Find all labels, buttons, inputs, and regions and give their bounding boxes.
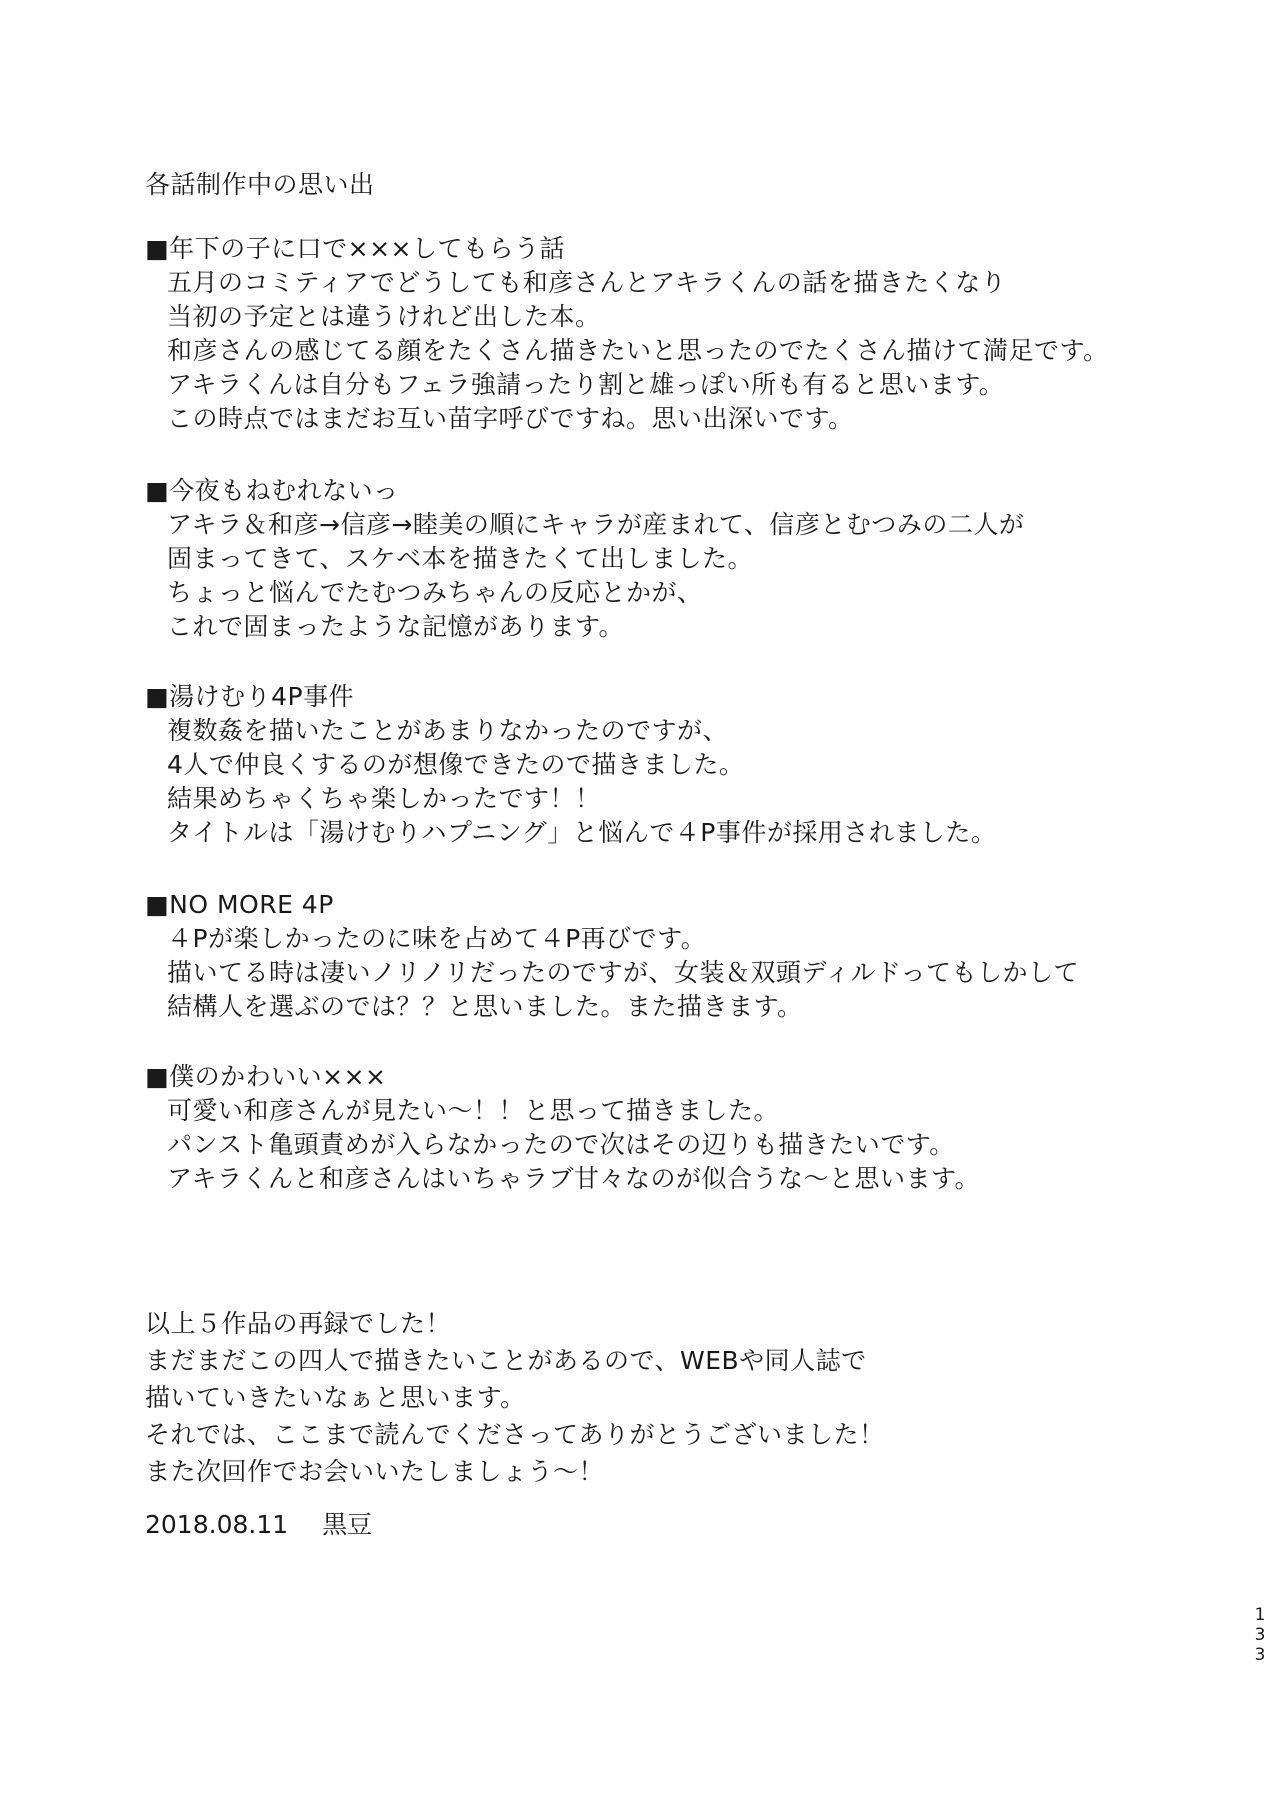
section-line: アキラくんと和彦さんはいちゃラブ甘々なのが似合うな〜と思います。 (167, 1164, 981, 1193)
section-line: 結果めちゃくちゃ楽しかったです！！ (167, 784, 601, 813)
section-line: ちょっと悩んでたむつみちゃんの反応とかが、 (167, 578, 703, 607)
section-title: ■僕のかわいい××× (145, 1062, 387, 1091)
section-line: 固まってきて、スケベ本を描きたくて出しました。 (167, 544, 754, 573)
closing-line: 以上５作品の再録でした！ (145, 1309, 452, 1338)
signature (145, 1510, 372, 1540)
section-line: パンスト亀頭責めが入らなかったので次はその辺りも描きたいです。 (167, 1130, 955, 1159)
section-title: ■NO MORE 4P (145, 890, 334, 919)
section-line: 結構人を選ぶのでは？？と思いました。また描きます。 (167, 992, 803, 1021)
closing-line: まだまだこの四人で描きたいことがあるので、WEBや同人誌で (145, 1346, 867, 1375)
closing-message (145, 1305, 885, 1490)
closing-line: また次回作でお会いいたしましょう〜！ (145, 1457, 605, 1486)
page-number: 133 (1250, 1605, 1270, 1665)
section-3 (145, 680, 996, 850)
section-1 (145, 232, 1109, 436)
section-2 (145, 474, 1024, 644)
section-line: アキラくんは自分もフェラ強請ったり割と雄っぽい所も有ると思います。 (167, 370, 1005, 399)
section-line: タイトルは「湯けむりハプニング」と悩んで４P事件が採用されました。 (167, 818, 997, 847)
section-title: ■年下の子に口で×××してもらう話 (145, 234, 565, 263)
section-line: 可愛い和彦さんが見たい〜！！と思って描きました。 (167, 1096, 780, 1125)
page-heading: 各話制作中の思い出 (145, 170, 375, 199)
section-line: 複数姦を描いたことがあまりなかったのですが、 (167, 716, 729, 745)
section-4 (145, 888, 1079, 1024)
section-line: これで固まったような記憶があります。 (167, 612, 625, 641)
section-line: 描いてる時は凄いノリノリだったのですが、女装＆双頭ディルドってもしかして (167, 958, 1080, 987)
section-5 (145, 1060, 980, 1196)
closing-line: 描いていきたいなぁと思います。 (145, 1383, 526, 1412)
section-line: 4人で仲良くするのが想像できたので描きました。 (167, 750, 745, 779)
closing-line: それでは、ここまで読んでくださってありがとうございました！ (145, 1420, 885, 1449)
section-line: 当初の予定とは違うけれど出した本。 (167, 302, 601, 331)
section-line: ４Pが楽しかったのに味を占めて４P再びです。 (167, 924, 707, 953)
section-line: アキラ＆和彦→信彦→睦美の順にキャラが産まれて、信彦とむつみの二人が (167, 510, 1025, 539)
section-title: ■湯けむり4P事件 (145, 682, 355, 711)
section-line: 五月のコミティアでどうしても和彦さんとアキラくんの話を描きたくなり (167, 268, 1007, 297)
signature-author: 黒豆 (322, 1510, 373, 1539)
section-line: 和彦さんの感じてる顔をたくさん描きたいと思ったのでたくさん描けて満足です。 (167, 336, 1109, 365)
signature-date: 2018.08.11 (145, 1510, 289, 1539)
section-title: ■今夜もねむれないっ (145, 476, 399, 505)
section-line: この時点ではまだお互い苗字呼びですね。思い出深いです。 (167, 404, 854, 433)
